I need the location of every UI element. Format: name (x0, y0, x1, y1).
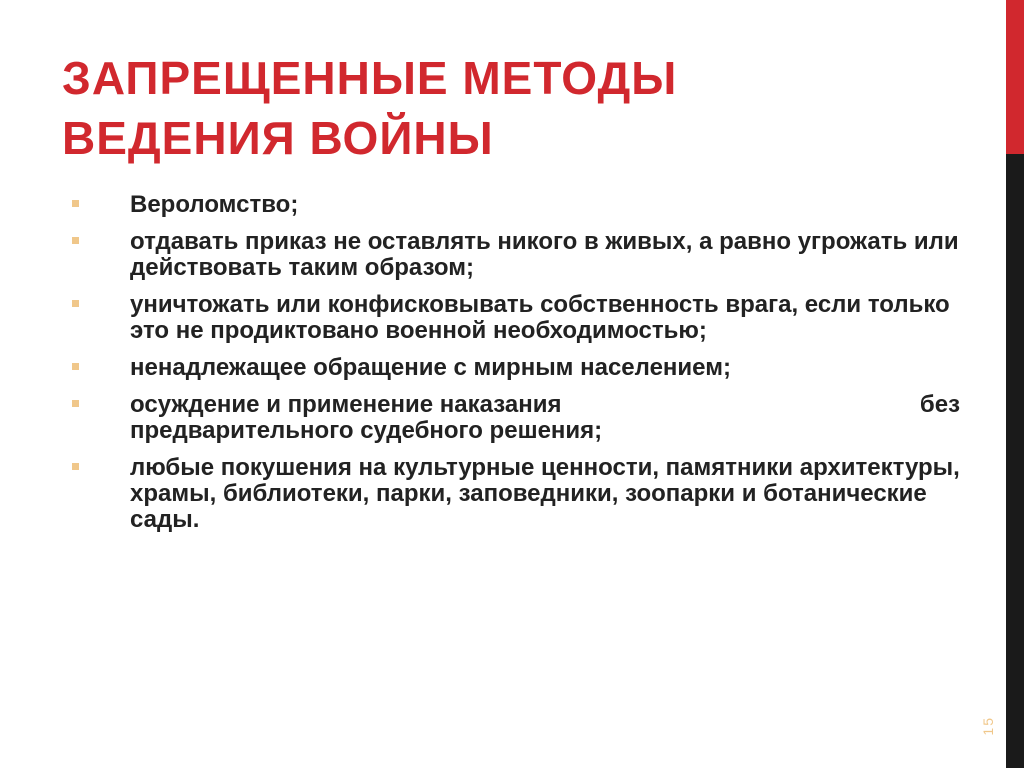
bullet-item-perfidy (70, 192, 960, 218)
bullet-item-punishment-without-trial (70, 392, 960, 444)
bullet-text: Вероломство; (130, 191, 299, 218)
bullet-marker-icon (72, 400, 79, 407)
bullet-item-no-quarter (70, 229, 960, 281)
bullet-item-civilian-treatment (70, 355, 960, 381)
slide-title-line-2: ВЕДЕНИЯ ВОЙНЫ (62, 112, 494, 164)
bullet-marker-icon (72, 363, 79, 370)
slide-title (62, 48, 982, 168)
bullet-text (130, 392, 960, 444)
bullet-marker-icon (72, 200, 79, 207)
accent-bar-bottom (1006, 154, 1024, 768)
bullet-marker-icon (72, 463, 79, 470)
bullet-text-first-line-right: без (919, 391, 960, 418)
bullet-marker-icon (72, 237, 79, 244)
bullet-text: ненадлежащее обращение с мирным населением; (130, 354, 731, 381)
bullet-marker-icon (72, 300, 79, 307)
accent-bar-top (1006, 0, 1024, 154)
bullet-text: уничтожать или конфисковывать собственность врага, если только это не продиктовано военной необходимостью; (130, 291, 950, 344)
bullet-text: отдавать приказ не оставлять никого в живых, а равно угрожать или действовать таким образом; (130, 228, 959, 281)
bullet-list (70, 192, 960, 544)
slide-title-line-1: ЗАПРЕЩЕННЫЕ МЕТОДЫ (62, 52, 678, 104)
bullet-text-rest: предварительного судебного решения; (130, 417, 603, 444)
bullet-text-first-line-left: осуждение и применение наказания (130, 391, 562, 418)
bullet-item-property-destruction (70, 292, 960, 344)
bullet-item-cultural-property (70, 455, 960, 533)
slide-number: 15 (980, 716, 996, 736)
bullet-text: любые покушения на культурные ценности, памятники архитектуры, храмы, библиотеки, парки, заповедники, зоопарки и ботанические сады. (130, 454, 960, 533)
